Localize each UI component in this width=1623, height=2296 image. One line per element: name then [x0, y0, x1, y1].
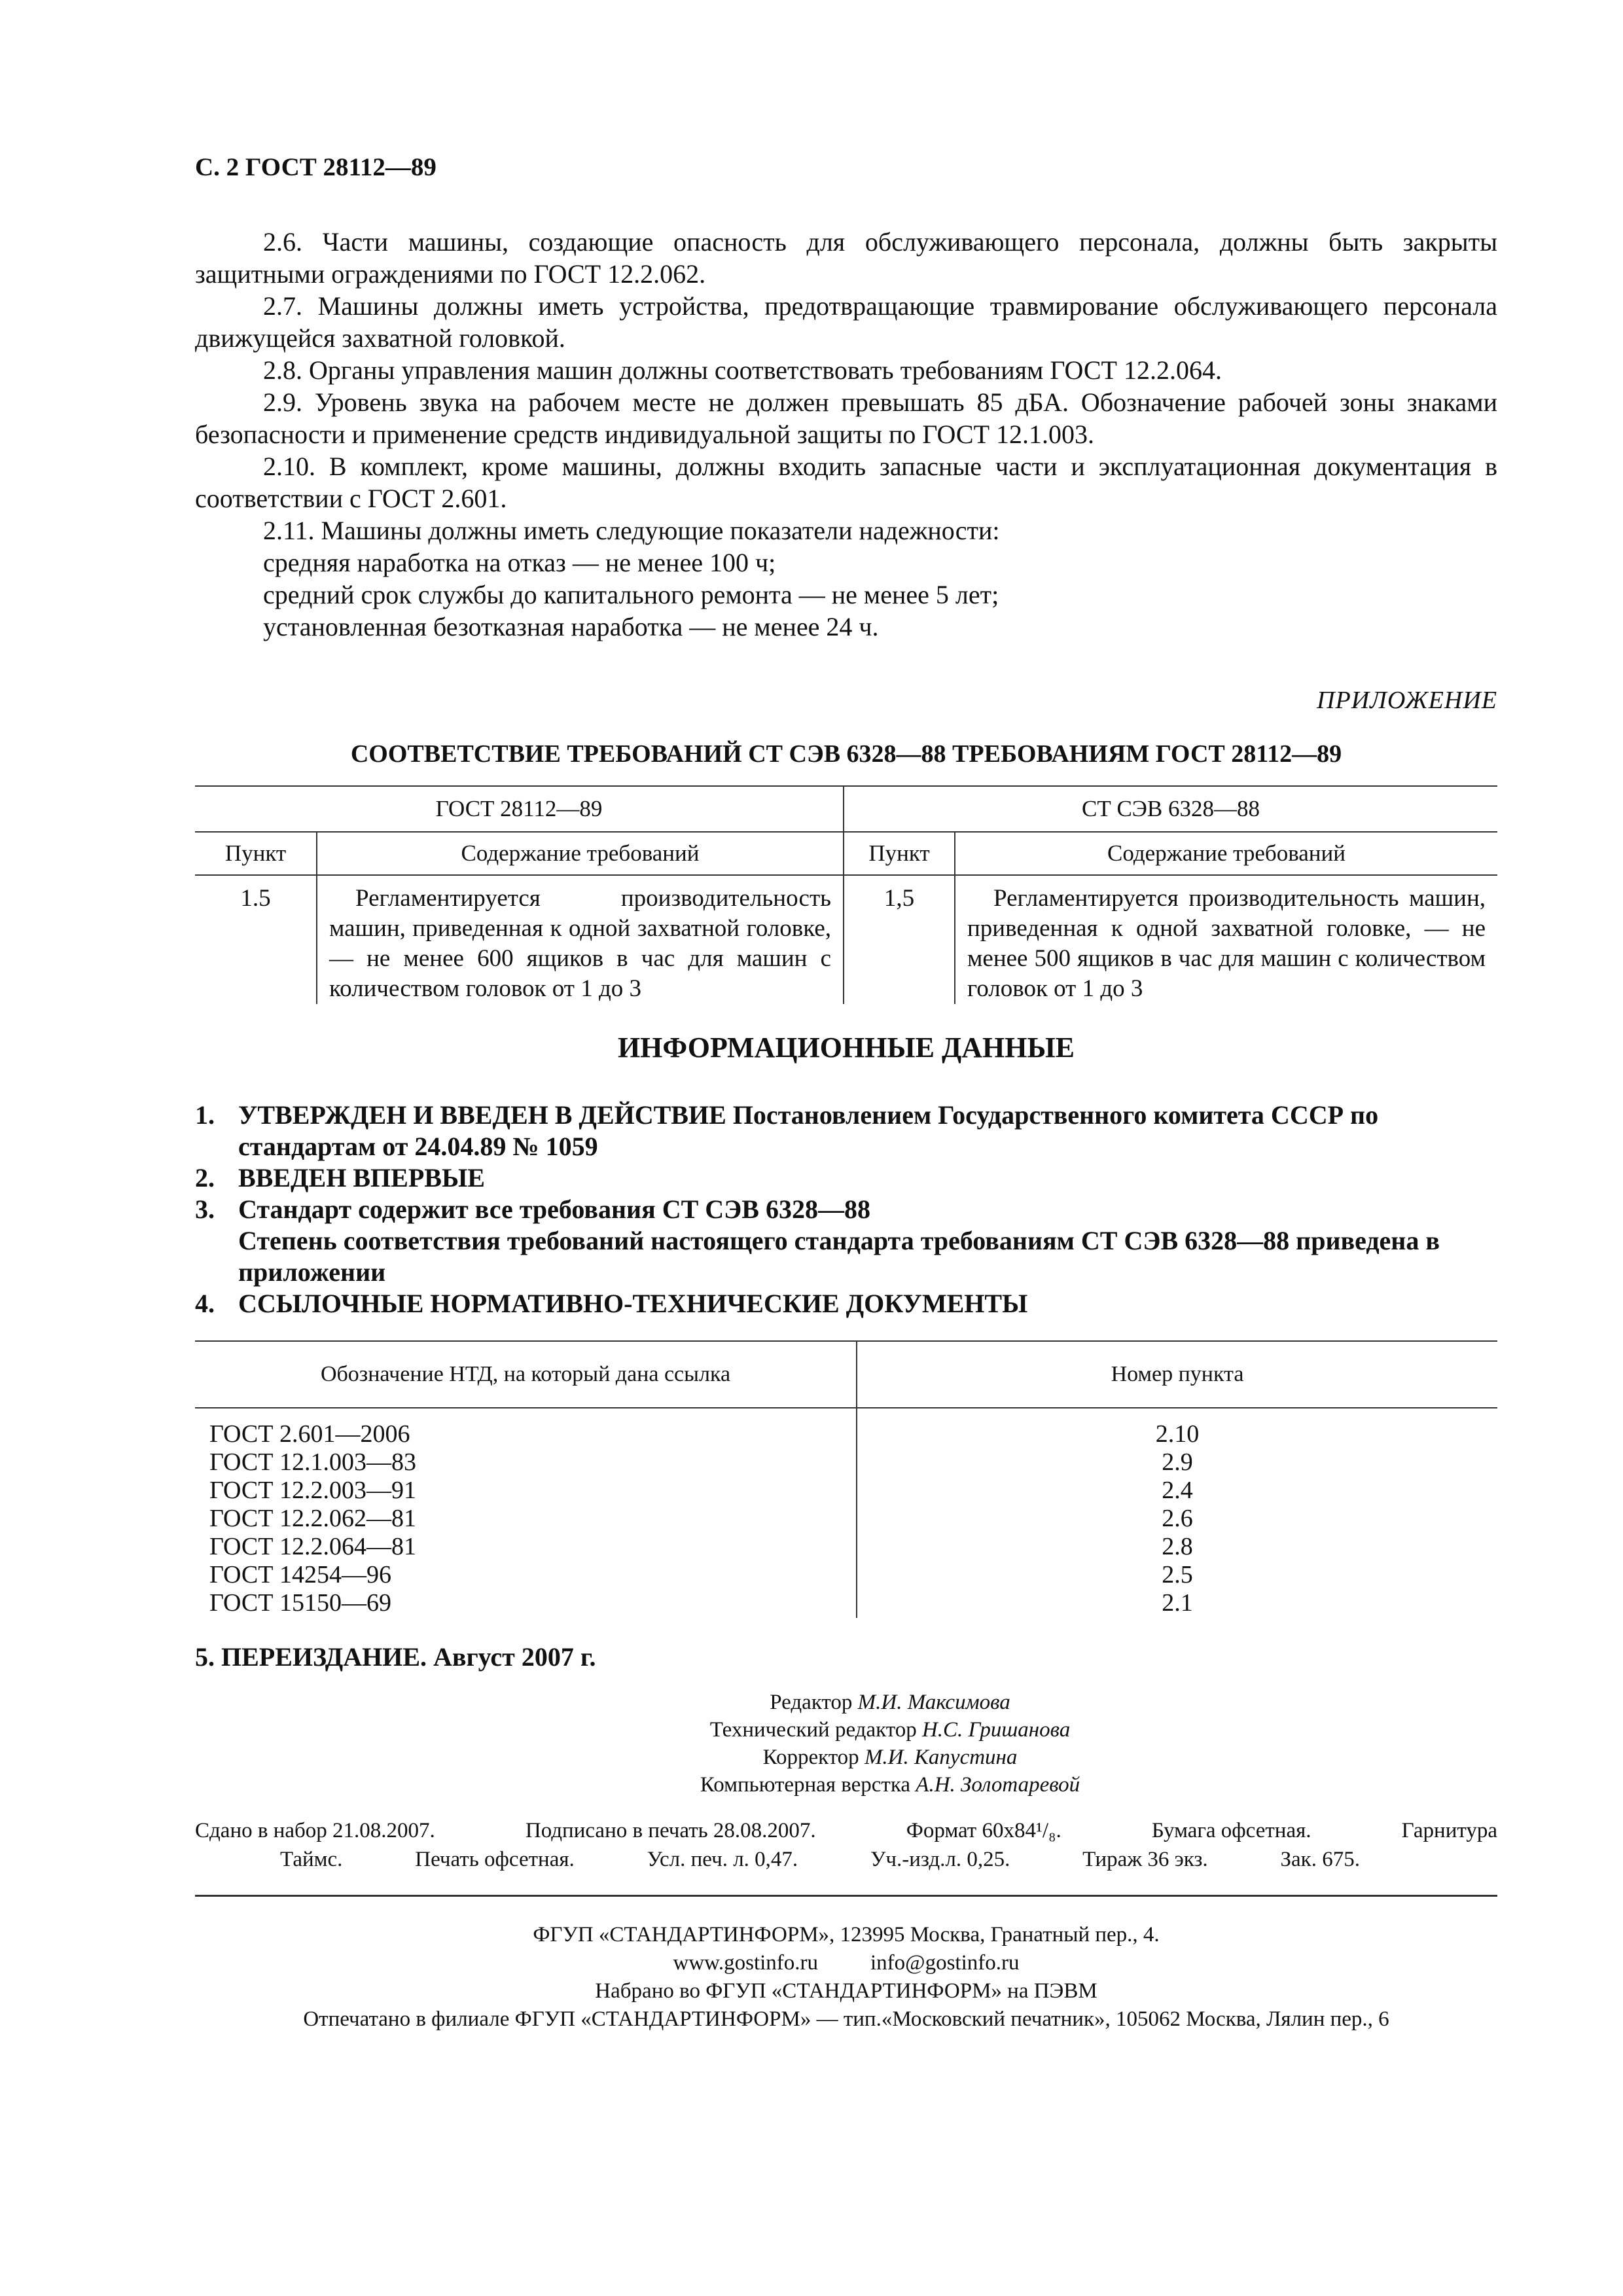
reference-doc: ГОСТ 14254—96: [209, 1561, 391, 1588]
credit-name: А.Н. Золотаревой: [916, 1773, 1080, 1797]
column-header-content: Содержание требований: [955, 832, 1497, 875]
imprint-field: Усл. печ. л. 0,47.: [647, 1848, 798, 1871]
reliability-item: установленная безотказная наработка — не менее 24 ч.: [263, 612, 879, 641]
imprint-field: Печать офсетная.: [415, 1848, 575, 1871]
table-cell-point: 1.5: [195, 875, 317, 1004]
info-item: [195, 1100, 1497, 1162]
paragraph-2-9: 2.9. Уровень звука на рабочем месте не должен превышать 85 дБА. Обозначение рабочей зоны знаками безопасности и применение средств индивидуальной защиты по ГОСТ 12.1.003.: [195, 387, 1497, 449]
table-row: [195, 875, 1497, 1004]
info-item: [195, 1162, 1497, 1194]
table-cell-point: 1,5: [844, 875, 955, 1004]
print-note: Отпечатано в филиале ФГУП «СТАНДАРТИНФОРМ» — тип.«Московский печатник», 105062 Москва, Лялин пер., 6: [303, 2007, 1389, 2031]
reliability-item: средний срок службы до капитального ремонта — не менее 5 лет;: [263, 580, 999, 609]
paragraph-2-6: 2.6. Части машины, создающие опасность для обслуживающего персонала, должны быть закрыты защитными ограждениями по ГОСТ 12.2.062.: [195, 227, 1497, 289]
column-header-content: Содержание требований: [317, 832, 844, 875]
column-header-point: Пункт: [844, 832, 955, 875]
imprint-field: Тираж 36 экз.: [1082, 1848, 1208, 1871]
reference-point: 2.1: [1162, 1589, 1193, 1617]
imprint-field: Бумага офсетная.: [1151, 1819, 1311, 1842]
paragraph-2-8: 2.8. Органы управления машин должны соответствовать требованиям ГОСТ 12.2.064.: [263, 355, 1222, 385]
left-group-header: ГОСТ 28112—89: [195, 786, 844, 832]
info-item-text: ССЫЛОЧНЫЕ НОРМАТИВНО-ТЕХНИЧЕСКИЕ ДОКУМЕНТЫ: [238, 1289, 1028, 1318]
info-item-number: 3.: [195, 1194, 215, 1224]
section-2-text: [195, 226, 1497, 643]
table-cell-content: Регламентируется производительность машин, приведенная к одной захватной головке, — не менее 500 ящиков в час для машин с количеством головок от 1 до 3: [967, 885, 1486, 1002]
info-item: [195, 1194, 1497, 1288]
credit-role: Корректор: [762, 1746, 859, 1769]
reference-doc: ГОСТ 12.1.003—83: [209, 1448, 416, 1476]
credit-role: Технический редактор: [709, 1718, 917, 1742]
imprint-field: Таймс.: [280, 1848, 343, 1871]
info-item-number: 1.: [195, 1100, 215, 1130]
reference-point: 2.10: [1155, 1420, 1200, 1448]
column-header-document: Обозначение НТД, на который дана ссылка: [195, 1341, 857, 1408]
paragraph-2-7: 2.7. Машины должны иметь устройства, предотвращающие травмирование обслуживающего персонала движущейся захватной головкой.: [195, 291, 1497, 353]
info-item-number: 4.: [195, 1289, 215, 1318]
reliability-item: средняя наработка на отказ — не менее 100 ч;: [263, 548, 776, 577]
publisher-website: www.gostinfo.ru: [673, 1951, 819, 1975]
publisher-footer: [195, 1921, 1497, 2034]
column-header-point: Номер пункта: [857, 1341, 1497, 1408]
info-item-text: Степень соответствия требований настоящего стандарта требованиям СТ СЭВ 6328—88 приведена в приложении: [238, 1226, 1440, 1287]
reference-points-cell: [857, 1408, 1497, 1618]
reference-doc: ГОСТ 12.2.062—81: [209, 1505, 416, 1532]
info-item: [195, 1288, 1497, 1319]
references-table: [195, 1340, 1497, 1618]
imprint-field: Формат 60x84¹/₈.: [906, 1819, 1061, 1842]
reference-point: 2.5: [1162, 1561, 1193, 1588]
imprint: [195, 1816, 1497, 1874]
credit-role: Компьютерная верстка: [700, 1773, 911, 1797]
paragraph-2-11: 2.11. Машины должны иметь следующие показатели надежности:: [263, 516, 1000, 545]
reference-point: 2.4: [1162, 1477, 1193, 1504]
reference-doc: ГОСТ 2.601—2006: [209, 1420, 410, 1448]
reference-doc: ГОСТ 12.2.064—81: [209, 1533, 416, 1560]
info-item-text: УТВЕРЖДЕН И ВВЕДЕН В ДЕЙСТВИЕ Постановлением Государственного комитета СССР по стандартам от 24.04.89 № 1059: [238, 1100, 1379, 1161]
appendix-table: [195, 785, 1497, 1004]
credit-name: Н.С. Гришанова: [921, 1718, 1071, 1742]
imprint-line: [195, 1845, 1497, 1874]
right-group-header: СТ СЭВ 6328—88: [844, 786, 1497, 832]
imprint-field: Уч.-изд.л. 0,25.: [870, 1848, 1010, 1871]
typeset-note: Набрано во ФГУП «СТАНДАРТИНФОРМ» на ПЭВМ: [595, 1979, 1097, 2003]
info-list: [195, 1100, 1497, 1319]
reference-point: 2.6: [1162, 1505, 1193, 1532]
info-item-text: ВВЕДЕН ВПЕРВЫЕ: [238, 1163, 485, 1193]
credit-corrector: [628, 1744, 1152, 1771]
reference-point: 2.8: [1162, 1533, 1193, 1560]
table-cell-content: Регламентируется производительность машин, приведенная к одной захватной головке, — не менее 600 ящиков в час для машин с количеством головок от 1 до 3: [317, 875, 844, 1004]
credit-layout: [628, 1771, 1152, 1799]
credit-name: М.И. Максимова: [857, 1691, 1010, 1714]
imprint-line: [195, 1816, 1497, 1845]
publisher-address: ФГУП «СТАНДАРТИНФОРМ», 123995 Москва, Гранатный пер., 4.: [533, 1923, 1160, 1946]
info-title: ИНФОРМАЦИОННЫЕ ДАННЫЕ: [617, 1031, 1075, 1064]
appendix-label: ПРИЛОЖЕНИЕ: [1317, 687, 1497, 714]
imprint-field: Подписано в печать 28.08.2007.: [525, 1819, 816, 1842]
imprint-field: Зак. 675.: [1280, 1848, 1360, 1871]
info-item-text: Стандарт содержит все требования СТ СЭВ 6328—88: [238, 1194, 870, 1224]
credit-editor: [628, 1689, 1152, 1716]
appendix-title: СООТВЕТСТВИЕ ТРЕБОВАНИЙ СТ СЭВ 6328—88 ТРЕБОВАНИЯМ ГОСТ 28112—89: [350, 740, 1342, 768]
reference-doc: ГОСТ 12.2.003—91: [209, 1477, 416, 1504]
credit-role: Редактор: [770, 1691, 853, 1714]
paragraph-2-10: 2.10. В комплект, кроме машины, должны входить запасные части и эксплуатационная документация в соответствии с ГОСТ 2.601.: [195, 452, 1497, 513]
table-row: [195, 1408, 1497, 1618]
info-item-number: 2.: [195, 1163, 215, 1193]
footer-divider: [195, 1895, 1497, 1897]
reference-doc: ГОСТ 15150—69: [209, 1589, 391, 1617]
credit-name: М.И. Капустина: [864, 1746, 1018, 1769]
column-header-point: Пункт: [195, 832, 317, 875]
publisher-email: info@gostinfo.ru: [870, 1951, 1020, 1975]
imprint-field: Гарнитура: [1401, 1819, 1497, 1842]
credit-tech-editor: [628, 1716, 1152, 1744]
reissue-note: 5. ПЕРЕИЗДАНИЕ. Август 2007 г.: [195, 1642, 596, 1672]
page-header: С. 2 ГОСТ 28112—89: [195, 153, 437, 181]
credits: [628, 1689, 1152, 1799]
publisher-contacts: [195, 1949, 1497, 1977]
imprint-field: Сдано в набор 21.08.2007.: [195, 1819, 435, 1842]
reference-docs-cell: [195, 1408, 857, 1618]
reference-point: 2.9: [1162, 1448, 1193, 1476]
